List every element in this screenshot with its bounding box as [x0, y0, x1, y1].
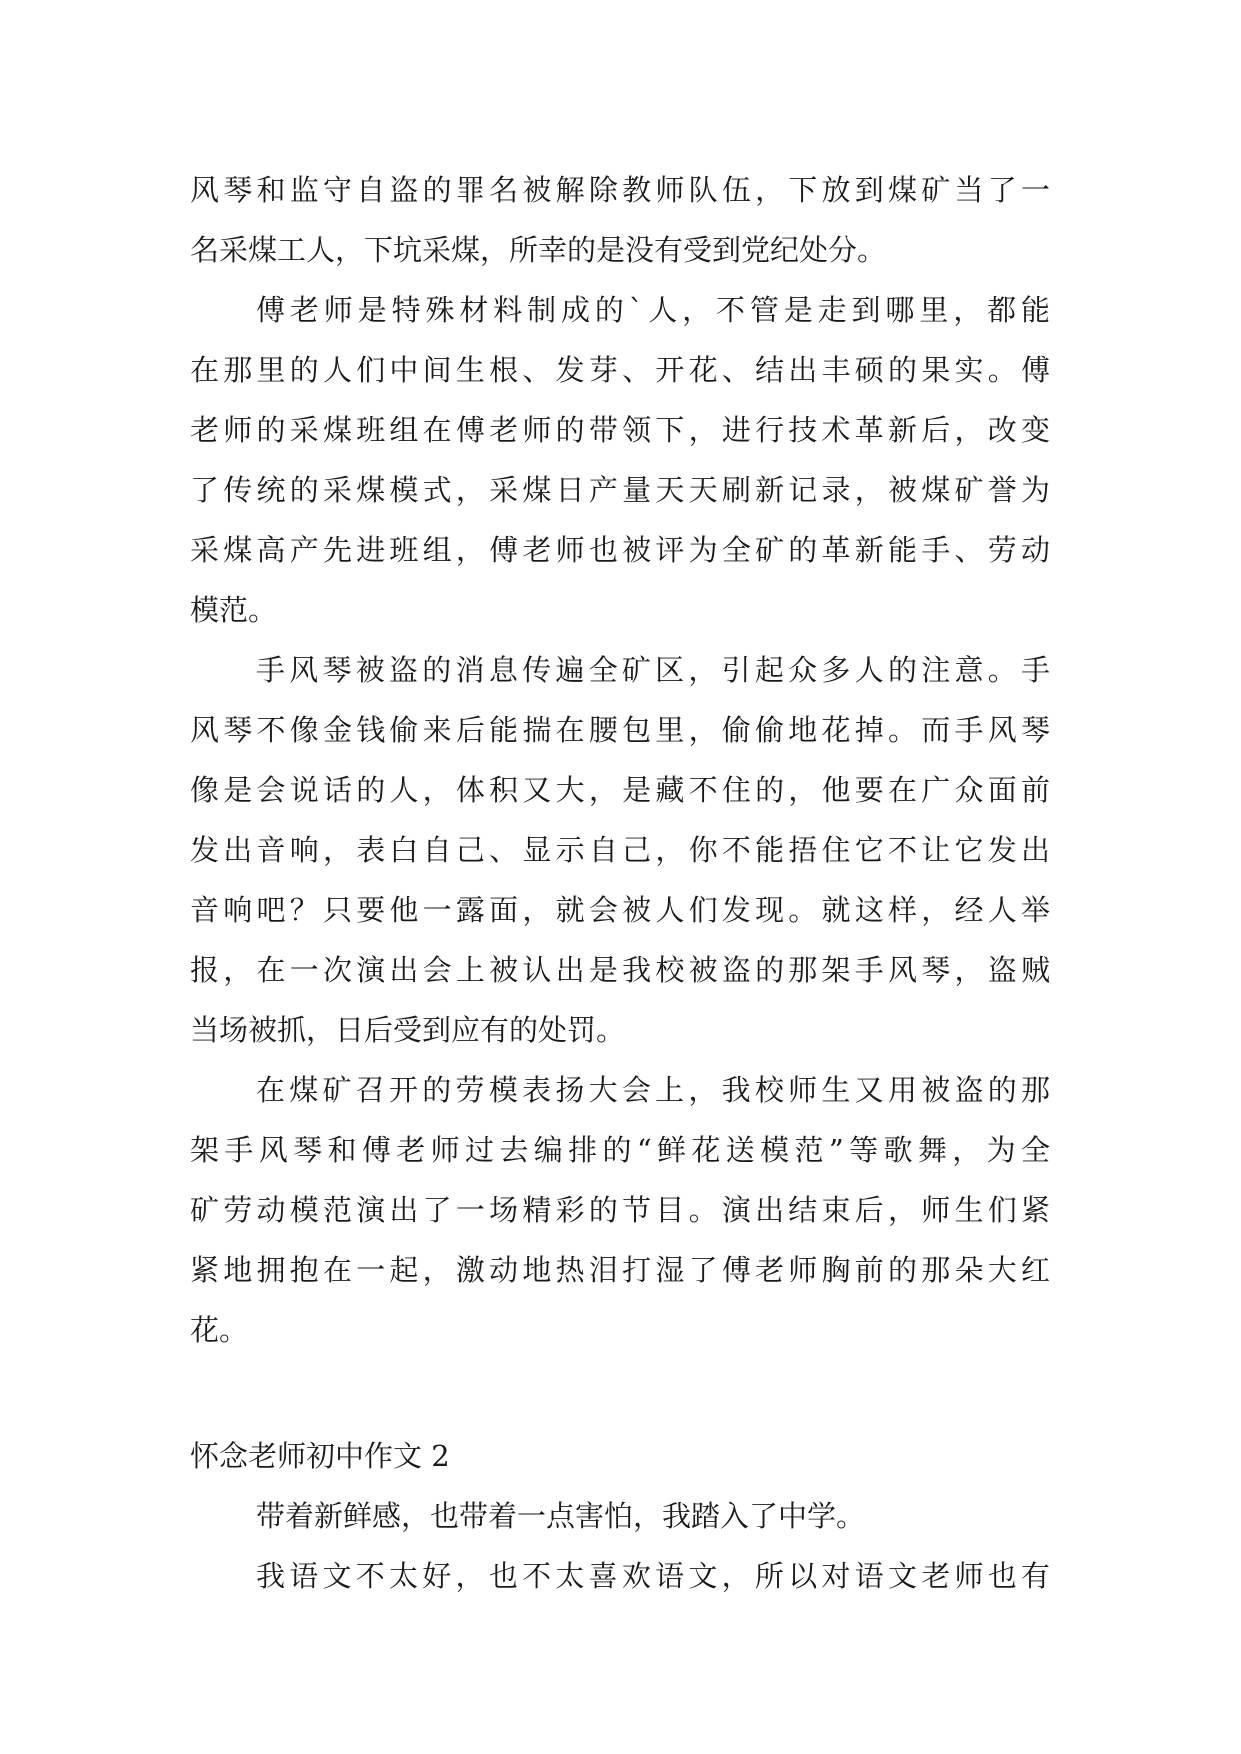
text-line: 音响吧？只要他一露面，就会被人们发现。就这样，经人举	[190, 893, 1050, 927]
text-line: 老师的采煤班组在傅老师的带领下，进行技术革新后，改变	[190, 413, 1050, 447]
text-line: 名采煤工人，下坑采煤，所幸的是没有受到党纪处分。	[190, 233, 887, 267]
document-page	[190, 160, 1050, 1606]
text-line: 带着新鲜感，也带着一点害怕，我踏入了中学。	[256, 1499, 866, 1533]
paragraph-1	[190, 160, 1050, 280]
text-line: 花。	[190, 1313, 249, 1347]
text-line: 手风琴被盗的消息传遍全矿区，引起众多人的注意。手	[256, 653, 1050, 687]
text-line: 风琴不像金钱偷来后能揣在腰包里，偷偷地花掉。而手风琴	[190, 713, 1050, 747]
text-line: 紧地拥抱在一起，激动地热泪打湿了傅老师胸前的那朵大红	[190, 1253, 1050, 1287]
text-line: 风琴和监守自盗的罪名被解除教师队伍，下放到煤矿当了一	[190, 173, 1050, 207]
text-line: 发出音响，表白自己、显示自己，你不能捂住它不让它发出	[190, 833, 1050, 867]
text-line: 矿劳动模范演出了一场精彩的节目。演出结束后，师生们紧	[190, 1193, 1050, 1227]
text-line: 我语文不太好，也不太喜欢语文，所以对语文老师也有	[256, 1559, 1050, 1593]
paragraph-5	[190, 1486, 1050, 1546]
text-line: 在煤矿召开的劳模表扬大会上，我校师生又用被盗的那	[256, 1073, 1050, 1107]
text-line: 当场被抓，日后受到应有的处罚。	[190, 1013, 626, 1047]
paragraph-3	[190, 640, 1050, 1060]
section-title: 怀念老师初中作文 2	[190, 1439, 450, 1473]
text-line: 了传统的采煤模式，采煤日产量天天刷新记录，被煤矿誉为	[190, 473, 1050, 507]
text-line: 报，在一次演出会上被认出是我校被盗的那架手风琴，盗贼	[190, 953, 1050, 987]
section-gap	[190, 1360, 1050, 1426]
text-line: 模范。	[190, 593, 278, 627]
text-line: 架手风琴和傅老师过去编排的“鲜花送模范”等歌舞，为全	[190, 1133, 1050, 1167]
text-line: 采煤高产先进班组，傅老师也被评为全矿的革新能手、劳动	[190, 533, 1050, 567]
text-line: 在那里的人们中间生根、发芽、开花、结出丰硕的果实。傅	[190, 353, 1050, 387]
paragraph-6	[190, 1546, 1050, 1606]
text-line: 像是会说话的人，体积又大，是藏不住的，他要在广众面前	[190, 773, 1050, 807]
text-line: 傅老师是特殊材料制成的`人，不管是走到哪里，都能	[256, 293, 1050, 327]
paragraph-4	[190, 1060, 1050, 1360]
paragraph-2	[190, 280, 1050, 640]
